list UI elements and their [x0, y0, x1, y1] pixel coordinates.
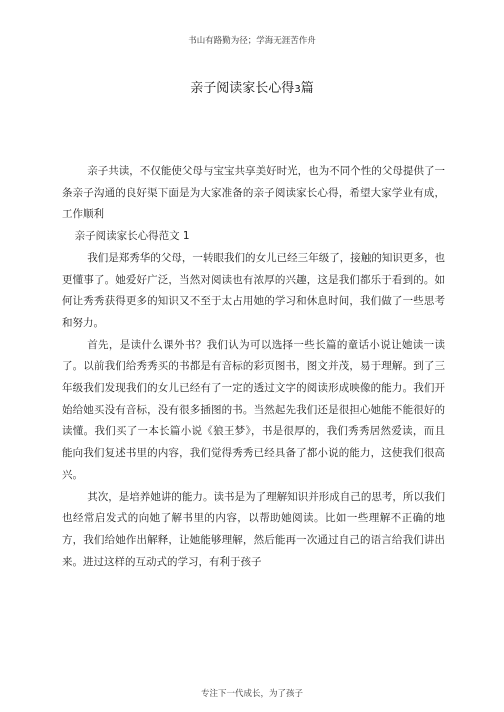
body-paragraph: 其次，是培养她讲的能力。读书是为了理解知识并形成自己的思考，所以我们也经常启发式的向她了解书里的内容，以帮助她阅读。比如一些理解不正确的地方，我们给她作出解释，让她能够理解，然后能再一次通过自己的语言给我们讲出来。进过这样的互动式的学习，有利于孩子 [62, 490, 445, 568]
document-title [0, 77, 504, 96]
title-main: 亲子阅读家长心得 [190, 81, 295, 96]
body-paragraph: 我们是郑秀华的父母，一转眼我们的女儿已经三年级了，接触的知识更多，也更懂事了。她爱好广泛，当然对阅读也有浓厚的兴趣，这是我们都乐于看到的。如何让秀秀获得更多的知识又不至于太占用她的学习和休息时间，我们做了一些思考和努力。 [62, 251, 445, 329]
section-heading: 亲子阅读家长心得范文 1 [74, 230, 190, 243]
document-body [62, 161, 445, 573]
page-header: 书山有路勤为径；学海无涯苦作舟 [188, 36, 316, 46]
intro-paragraph: 亲子共读，不仅能使父母与宝宝共享美好时光，也为不同个性的父母提供了一条亲子沟通的良好渠下面是为大家准备的亲子阅读家长心得，希望大家学业有成，工作顺利 [62, 165, 445, 221]
page-footer: 专注下一代成长，为了孩子 [200, 689, 303, 699]
body-paragraph: 首先，是读什么课外书？我们认为可以选择一些长篇的童话小说让她读一读了。以前我们给秀秀买的书都是有音标的彩页图书，图文并茂，易于理解。到了三年级我们发现我们的女儿已经有了一定的透过文字的阅读形成映像的能力。我们开始给她买没有音标，没有很多插图的书。当然起先我们还是很担心她能不能很好的读懂。我们买了一本长篇小说《狼王梦》，书是很厚的，我们秀秀居然爱读，而且能向我们复述书里的内容，我们觉得秀秀已经具备了都小说的能力，这使我们很高兴。 [62, 338, 445, 481]
title-count: 3 [294, 84, 301, 95]
title-suffix: 篇 [300, 81, 314, 96]
